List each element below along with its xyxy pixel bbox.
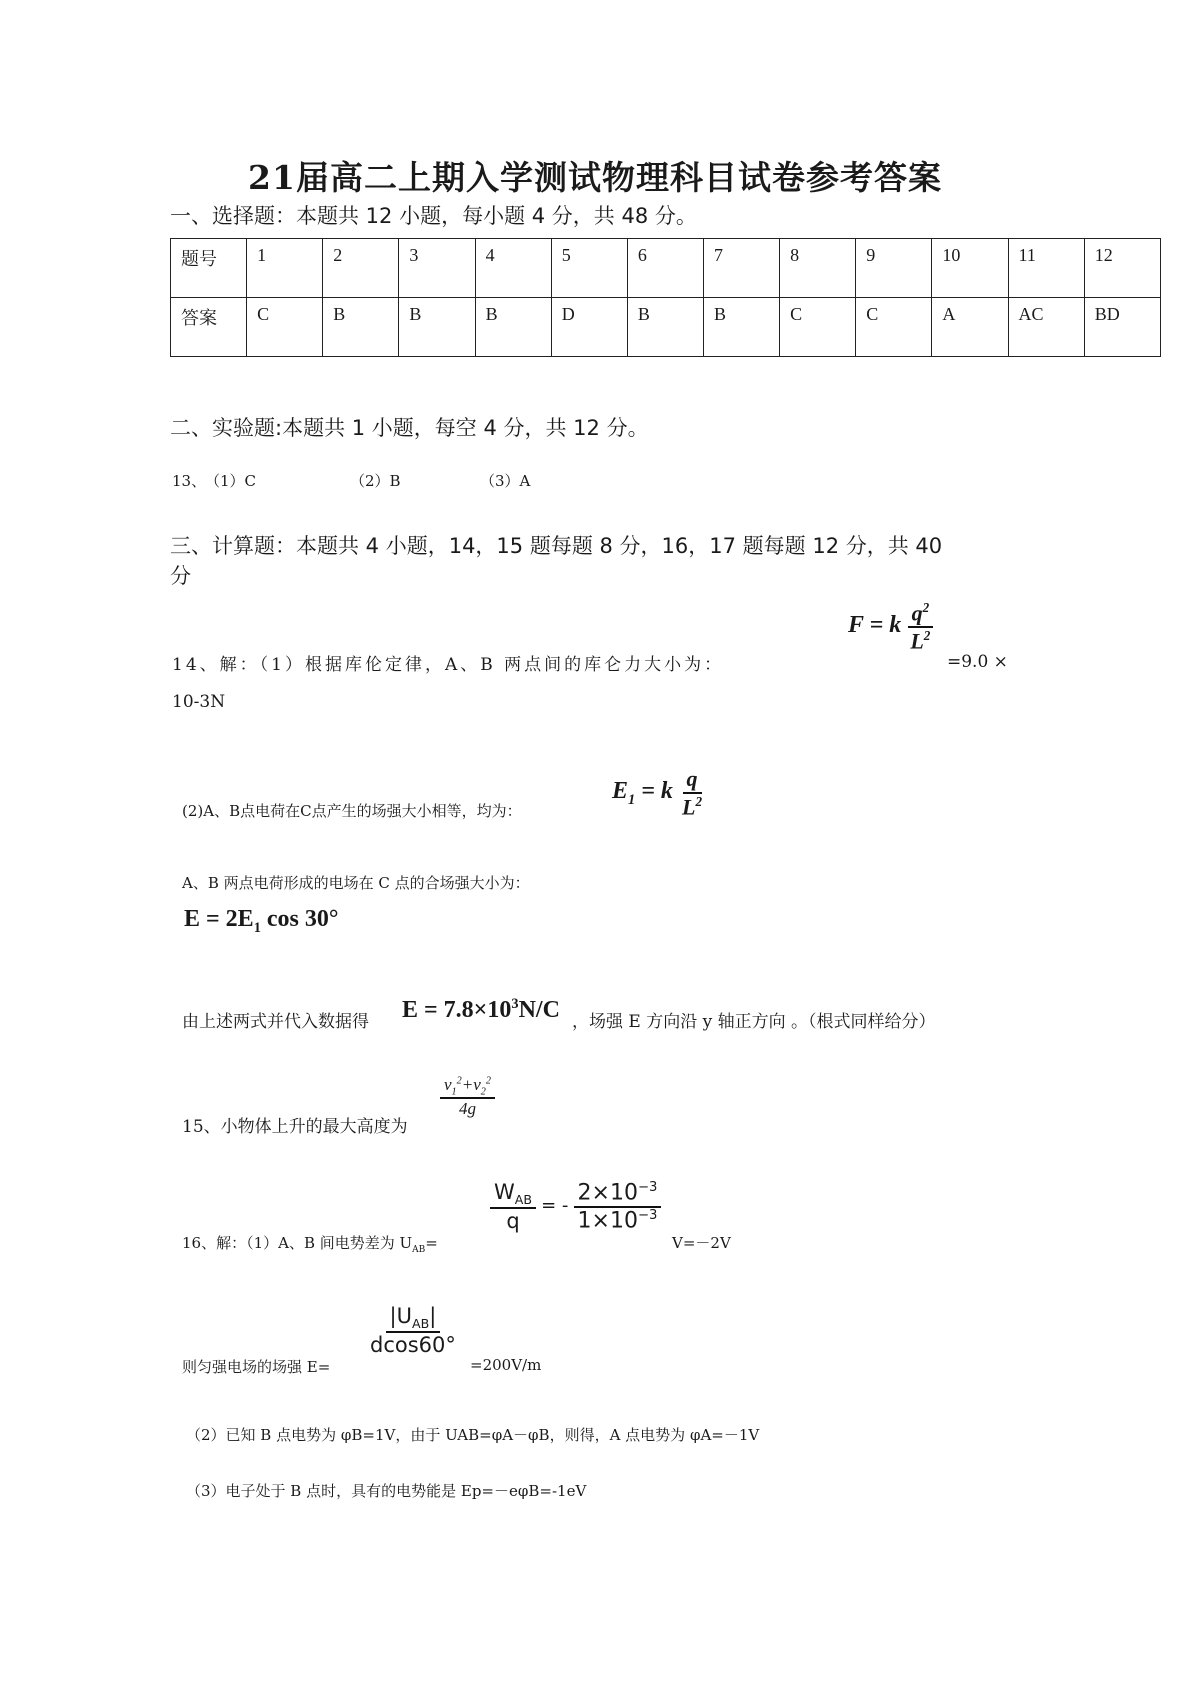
q16-part1-label: 16、解：（1）A、B 间电势差为 U xyxy=(182,1234,413,1252)
formula-e1: $E_1 = k$ $\frac{q}{L^2}$ xyxy=(612,766,703,820)
q14-result1: =9.0 × xyxy=(947,652,1008,672)
q13-part2: （2）B xyxy=(350,472,401,490)
answer-table xyxy=(170,238,1161,357)
q14-result1-cont: 10-3N xyxy=(172,692,226,712)
page-title: 21届高二上期入学测试物理科目试卷参考答案 xyxy=(248,158,942,197)
q13-part3: （3）A xyxy=(480,472,531,490)
q16-part2-text: （2）已知 B 点电势为 φB=1V，由于 UAB=φA－φB，则得，A 点电势为 φA=－1V xyxy=(186,1426,760,1444)
answer-cell: B xyxy=(475,298,551,357)
number-cell: 6 xyxy=(627,239,703,298)
section3-heading-line2: 分 xyxy=(170,564,191,588)
table-row-numbers xyxy=(171,239,1161,298)
number-cell: 4 xyxy=(475,239,551,298)
row-label: 题号 xyxy=(171,239,247,298)
answer-cell: B xyxy=(399,298,475,357)
q15-text: 15、小物体上升的最大高度为 xyxy=(182,1117,408,1137)
answer-cell: D xyxy=(551,298,627,357)
number-cell: 11 xyxy=(1008,239,1084,298)
q16-part1-text: 16、解：（1）A、B 间电势差为 $U_{AB}=$ xyxy=(182,1234,438,1255)
q16-field-result: =200V/m xyxy=(470,1356,542,1374)
formula-e-total: $E = 2E_1$ cos 30° xyxy=(184,906,339,936)
formula-uab: $\frac{W_{AB}}{q}$ = - $\frac{2\times 10^{-3}}{1\times 10^{-3}}$ xyxy=(490,1180,661,1233)
table-row-answers xyxy=(171,298,1161,357)
section3-heading-line1: 三、计算题：本题共 4 小题，14，15 题每题 8 分，16，17 题每题 12 分，共 40 xyxy=(170,534,943,558)
q16-part3-text: （3）电子处于 B 点时，具有的电势能是 Ep=－eφB=-1eV xyxy=(186,1482,587,1500)
answer-cell: BD xyxy=(1084,298,1160,357)
answer-cell: B xyxy=(703,298,779,357)
q14-part2-text: (2)A、B点电荷在C点产生的场强大小相等，均为： xyxy=(182,802,522,820)
section2-heading: 二、实验题:本题共 1 小题，每空 4 分，共 12 分。 xyxy=(170,416,649,440)
formula-coulomb: F = k $\frac{q^2}{L^2}$ xyxy=(848,600,934,655)
q13-part1: （1）C xyxy=(205,472,257,490)
answer-cell: C xyxy=(780,298,856,357)
number-cell: 10 xyxy=(932,239,1008,298)
answer-cell: C xyxy=(247,298,323,357)
answer-cell: C xyxy=(856,298,932,357)
number-cell: 3 xyxy=(399,239,475,298)
formula-e-value: $E = 7.8\times 10^3N/C$ xyxy=(402,996,560,1023)
number-cell: 9 xyxy=(856,239,932,298)
q14-part3-suffix: ，场强 E 方向沿 y 轴正方向 。（根式同样给分） xyxy=(572,1012,936,1032)
number-cell: 5 xyxy=(551,239,627,298)
q16-field-text: 则匀强电场的场强 E= xyxy=(182,1358,331,1376)
q14-part3-prefix: 由上述两式并代入数据得 xyxy=(182,1012,369,1032)
formula-max-height: $\frac{v_1^2+v_2^2}{4g}$ xyxy=(440,1075,495,1119)
q14-part1-text: 14、解：（1）根据库伦定律，A、B 两点间的库仑力大小为： xyxy=(172,655,725,675)
answer-cell: B xyxy=(323,298,399,357)
number-cell: 1 xyxy=(247,239,323,298)
answer-cell: AC xyxy=(1008,298,1084,357)
answer-cell: A xyxy=(932,298,1008,357)
answer-cell: B xyxy=(627,298,703,357)
number-cell: 12 xyxy=(1084,239,1160,298)
section1-heading: 一、选择题：本题共 12 小题，每小题 4 分，共 48 分。 xyxy=(170,204,697,228)
q14-part2-text2: A、B 两点电荷形成的电场在 C 点的合场强大小为： xyxy=(182,874,530,892)
number-cell: 8 xyxy=(780,239,856,298)
q13-label: 13、 xyxy=(172,472,207,490)
number-cell: 2 xyxy=(323,239,399,298)
formula-field-e: $\frac{|U_{AB}|}{dcos60^\circ}$ xyxy=(370,1304,456,1358)
number-cell: 7 xyxy=(703,239,779,298)
row-label: 答案 xyxy=(171,298,247,357)
q16-part1-result: V=－2V xyxy=(672,1234,731,1252)
